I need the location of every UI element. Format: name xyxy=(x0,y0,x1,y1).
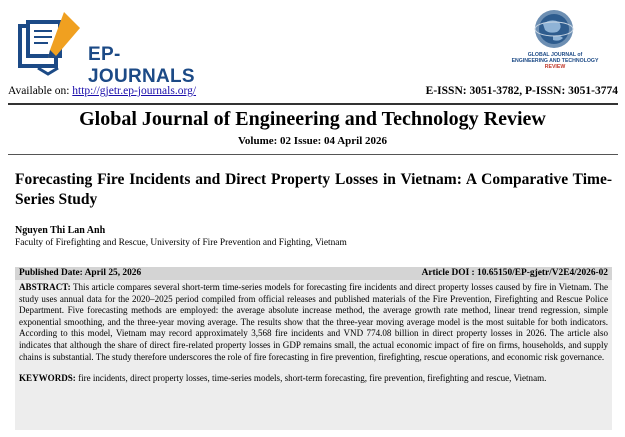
published-date: Published Date: April 25, 2026 xyxy=(19,268,142,278)
logo-text: EP-JOURNALS xyxy=(88,44,195,87)
keywords xyxy=(19,373,608,385)
emblem-line-2: ENGINEERING AND TECHNOLOGY xyxy=(511,58,599,64)
issn-text: E-ISSN: 3051-3782, P-ISSN: 3051-3774 xyxy=(425,85,618,97)
journal-emblem xyxy=(505,8,605,88)
journal-url-link[interactable]: http://gjetr.ep-journals.org/ xyxy=(72,85,197,97)
article-doi[interactable]: Article DOI : 10.65150/EP-gjetr/V2E4/2026-02 xyxy=(421,268,608,278)
abstract xyxy=(19,282,608,363)
article-title: Forecasting Fire Incidents and Direct Property Losses in Vietnam: A Comparative Time-Series Study xyxy=(15,171,612,208)
emblem-line-1: GLOBAL JOURNAL of xyxy=(527,52,583,58)
title-divider xyxy=(8,154,618,155)
header-divider xyxy=(8,103,618,105)
pen-book-icon xyxy=(8,6,88,78)
author-affiliation: Faculty of Firefighting and Rescue, University of Fire Prevention and Fighting, Vietnam xyxy=(15,238,347,248)
abstract-box xyxy=(15,280,612,430)
keywords-text: fire incidents, direct property losses, time-series models, short-term forecasting, fire prevention, firefighting and rescue, Vietnam. xyxy=(78,373,547,384)
author-name: Nguyen Thi Lan Anh xyxy=(15,225,106,236)
globe-icon xyxy=(533,8,575,50)
emblem-line-3: REVIEW xyxy=(544,64,566,70)
abstract-text: This article compares several short-term time-series models for forecasting fire incidents and direct property losses caused by fire in Vietnam. The study uses annual data for the 2020–2025 period compiled from official releases and published materials of the Fire Prevention, Firefighting and Rescue Police Department. Five forecasting methods are employed: the average absolute increase method, the average growth rate method, linear trend regression, simple exponential smoothing, and the three-year moving average. The results show that the three-year moving average model is the most suitable for both indicators. According to this model, Vietnam may record approximately 3,568 fire incidents and VND 774.08 billion in direct property losses in 2026. The article also indicates that although the share of direct fire-related property losses in GDP remains small, the actual economic impact of fire on firms, households, and supply chains is substantial. The study therefore underscores the role of fire forecasting in fire prevention, firefighting, rescue operations, and economic risk governance. xyxy=(19,282,608,362)
journal-title: Global Journal of Engineering and Technology Review xyxy=(79,108,546,130)
keywords-label: KEYWORDS: xyxy=(19,373,76,384)
ep-journals-logo xyxy=(8,6,208,87)
available-label: Available on: xyxy=(8,85,73,97)
volume-info: Volume: 02 Issue: 04 April 2026 xyxy=(237,135,388,147)
abstract-label: ABSTRACT: xyxy=(19,282,71,292)
availability-row xyxy=(8,85,618,97)
date-doi-bar xyxy=(15,267,612,280)
